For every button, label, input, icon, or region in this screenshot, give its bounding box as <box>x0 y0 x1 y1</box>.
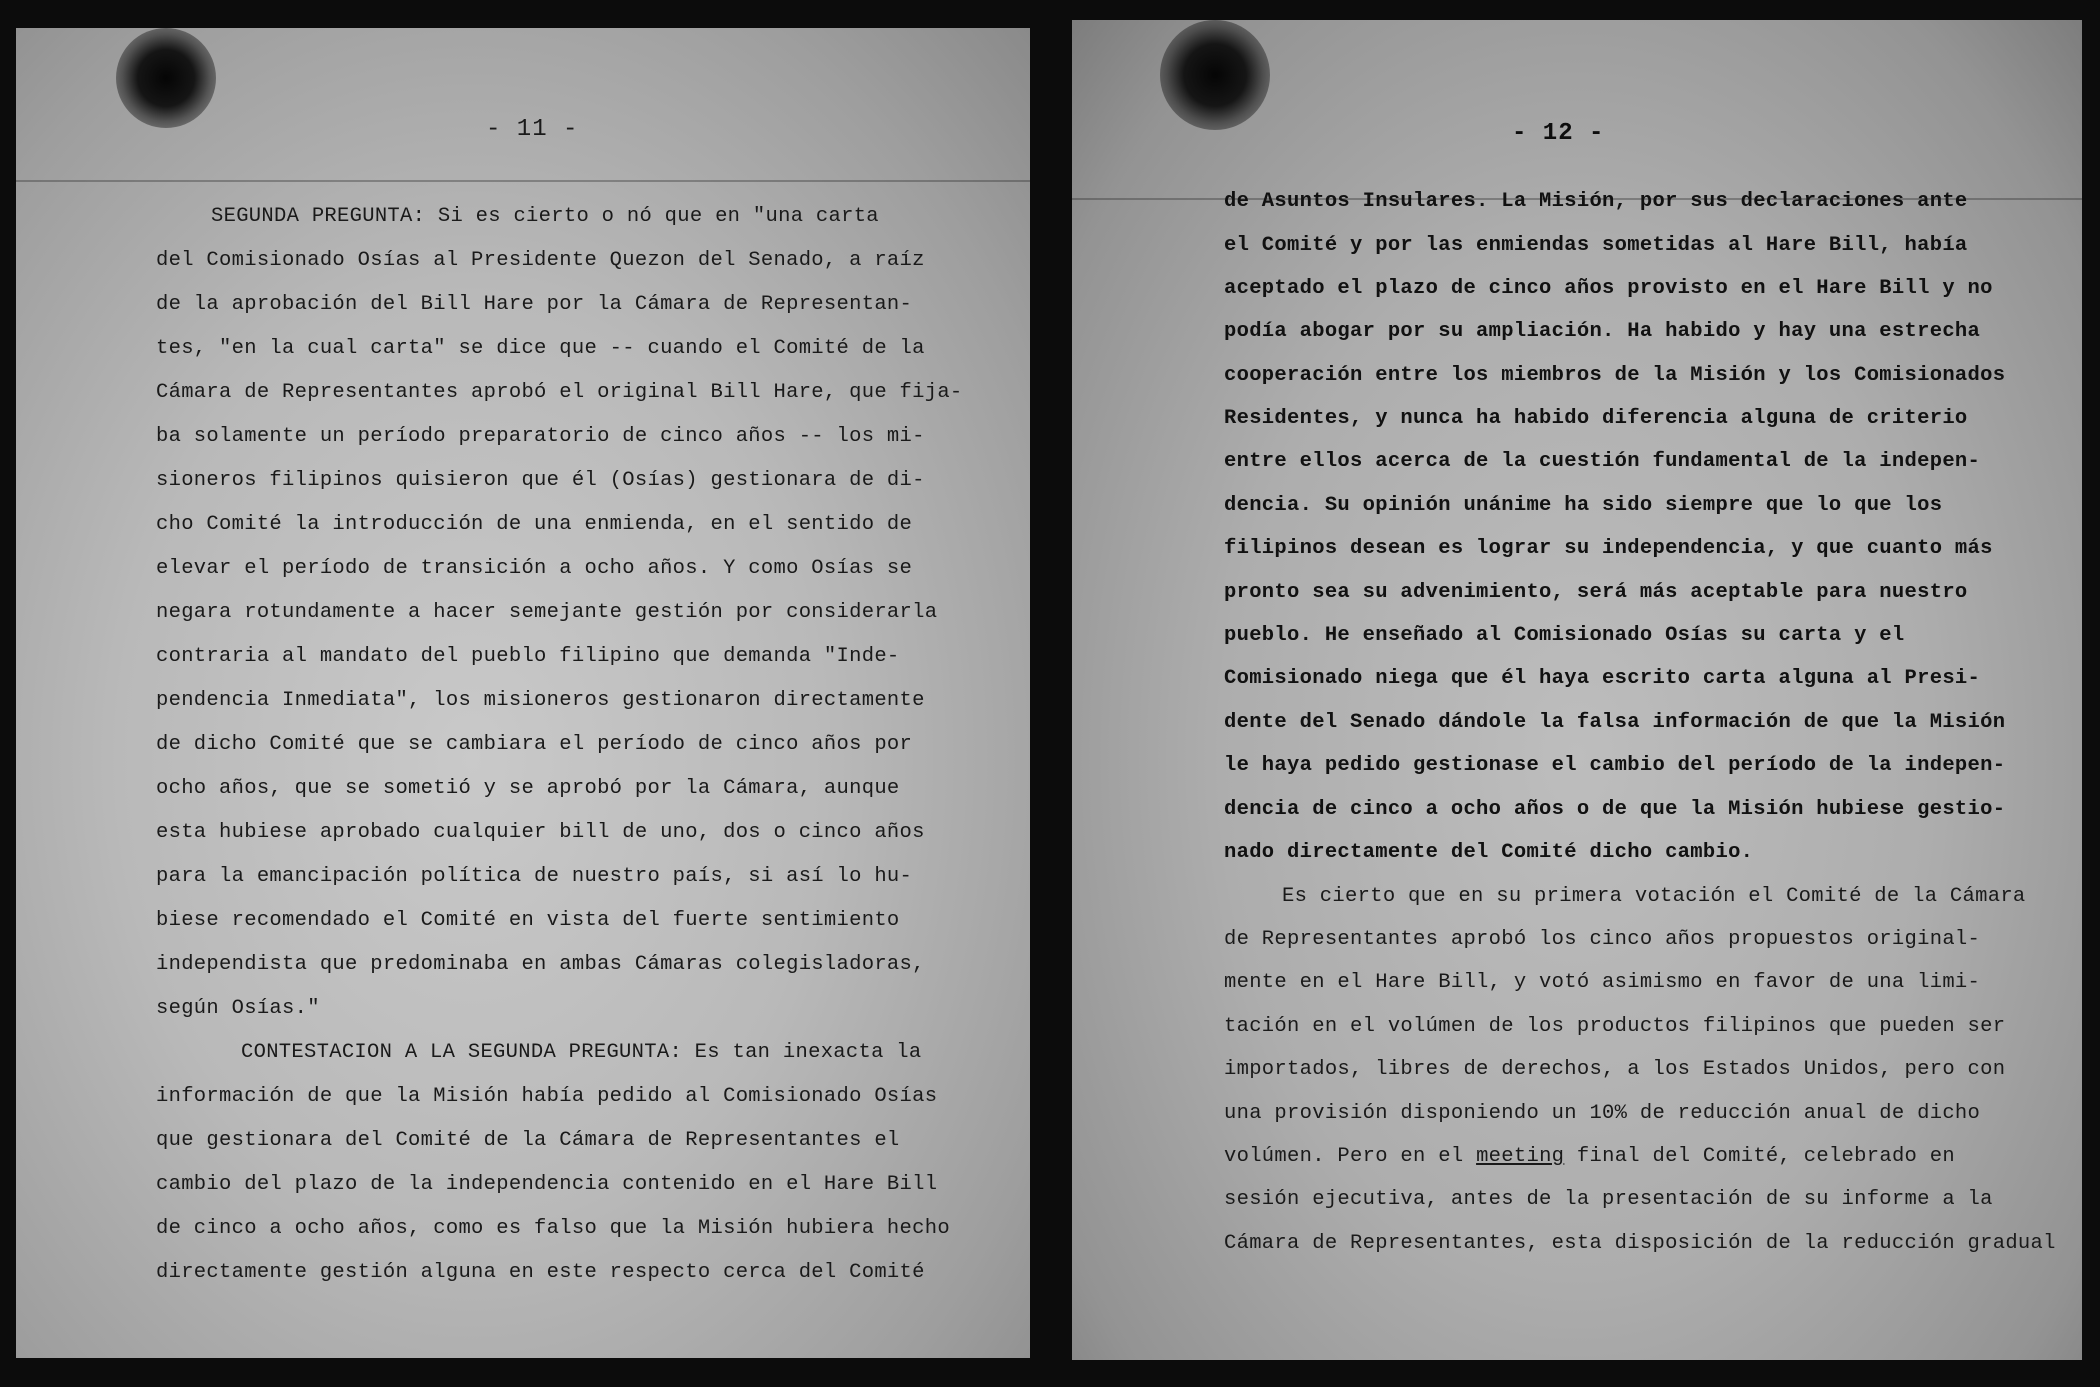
text-line: sesión ejecutiva, antes de la presentación de su informe a la <box>1224 1188 1993 1211</box>
text-line: de cinco a ocho años, como es falso que la Misión hubiera hecho <box>156 1217 950 1240</box>
page-number: - 11 - <box>486 116 579 143</box>
text-line: Cámara de Representantes aprobó el original Bill Hare, que fija- <box>156 381 963 404</box>
text-line: SEGUNDA PREGUNTA: Si es cierto o nó que en "una carta <box>211 205 879 228</box>
text-line: negara rotundamente a hacer semejante gestión por considerarla <box>156 601 938 624</box>
text-line: contraria al mandato del pueblo filipino que demanda "Inde- <box>156 645 900 668</box>
page-12 <box>1072 20 2082 1360</box>
text-line: dente del Senado dándole la falsa información de que la Misión <box>1224 711 2006 734</box>
text-line: información de que la Misión había pedido al Comisionado Osías <box>156 1085 938 1108</box>
text-line: dencia. Su opinión unánime ha sido siempre que lo que los <box>1224 494 1943 517</box>
ink-blot <box>116 28 216 128</box>
text-line: tes, "en la cual carta" se dice que -- cuando el Comité de la <box>156 337 925 360</box>
text-line: cambio del plazo de la independencia contenido en el Hare Bill <box>156 1173 938 1196</box>
text-line: directamente gestión alguna en este respecto cerca del Comité <box>156 1261 925 1284</box>
text-segment: final del Comité, celebrado en <box>1576 1145 1955 1168</box>
text-line: dencia de cinco a ocho años o de que la Misión hubiese gestio- <box>1224 798 2006 821</box>
text-line: importados, libres de derechos, a los Estados Unidos, pero con <box>1224 1058 2006 1081</box>
text-line: biese recomendado el Comité en vista del fuerte sentimiento <box>156 909 900 932</box>
text-line: podía abogar por su ampliación. Ha habido y hay una estrecha <box>1224 320 1981 343</box>
text-line: de Asuntos Insulares. La Misión, por sus declaraciones ante <box>1224 190 1968 213</box>
text-line: pronto sea su advenimiento, será más aceptable para nuestro <box>1224 581 1968 604</box>
page-11 <box>16 28 1030 1358</box>
ink-blot <box>1160 20 1270 130</box>
page-number: - 12 - <box>1512 120 1605 147</box>
text-line: cooperación entre los miembros de la Misión y los Comisionados <box>1224 364 2006 387</box>
text-line: independista que predominaba en ambas Cámaras colegisladoras, <box>156 953 925 976</box>
text-line: ocho años, que se sometió y se aprobó por la Cámara, aunque <box>156 777 900 800</box>
underlined-word: meeting <box>1476 1145 1565 1168</box>
text-segment: volúmen. Pero en el <box>1224 1145 1464 1168</box>
text-line: para la emancipación política de nuestro país, si así lo hu- <box>156 865 913 888</box>
text-line: CONTESTACION A LA SEGUNDA PREGUNTA: Es tan inexacta la <box>241 1041 922 1064</box>
text-line: nado directamente del Comité dicho cambio. <box>1224 841 1754 864</box>
text-line: esta hubiese aprobado cualquier bill de uno, dos o cinco años <box>156 821 925 844</box>
text-line: Comisionado niega que él haya escrito carta alguna al Presi- <box>1224 667 1981 690</box>
text-line: entre ellos acerca de la cuestión fundamental de la indepen- <box>1224 450 1981 473</box>
fold-line <box>16 180 1030 182</box>
text-line: Cámara de Representantes, esta disposición de la reducción gradual <box>1224 1232 2056 1255</box>
text-line: Residentes, y nunca ha habido diferencia alguna de criterio <box>1224 407 1968 430</box>
text-line <box>1224 1145 1955 1168</box>
text-line: le haya pedido gestionase el cambio del período de la indepen- <box>1224 754 2006 777</box>
text-line: mente en el Hare Bill, y votó asimismo en favor de una limi- <box>1224 971 1981 994</box>
text-line: pendencia Inmediata", los misioneros gestionaron directamente <box>156 689 925 712</box>
text-line: que gestionara del Comité de la Cámara de Representantes el <box>156 1129 900 1152</box>
text-line: sioneros filipinos quisieron que él (Osías) gestionara de di- <box>156 469 925 492</box>
text-line: elevar el período de transición a ocho años. Y como Osías se <box>156 557 913 580</box>
text-line: ba solamente un período preparatorio de cinco años -- los mi- <box>156 425 925 448</box>
text-line: cho Comité la introducción de una enmienda, en el sentido de <box>156 513 913 536</box>
text-line: el Comité y por las enmiendas sometidas al Hare Bill, había <box>1224 234 1968 257</box>
text-line: pueblo. He enseñado al Comisionado Osías su carta y el <box>1224 624 1905 647</box>
text-line: del Comisionado Osías al Presidente Quezon del Senado, a raíz <box>156 249 925 272</box>
text-line: de dicho Comité que se cambiara el período de cinco años por <box>156 733 913 756</box>
text-line: aceptado el plazo de cinco años provisto en el Hare Bill y no <box>1224 277 1993 300</box>
text-line: una provisión disponiendo un 10% de reducción anual de dicho <box>1224 1102 1981 1125</box>
text-line: filipinos desean es lograr su independencia, y que cuanto más <box>1224 537 1993 560</box>
text-line: tación en el volúmen de los productos filipinos que pueden ser <box>1224 1015 2006 1038</box>
text-line: de la aprobación del Bill Hare por la Cámara de Representan- <box>156 293 913 316</box>
text-line: según Osías." <box>156 997 320 1020</box>
text-line: Es cierto que en su primera votación el Comité de la Cámara <box>1282 885 2026 908</box>
text-line: de Representantes aprobó los cinco años propuestos original- <box>1224 928 1981 951</box>
